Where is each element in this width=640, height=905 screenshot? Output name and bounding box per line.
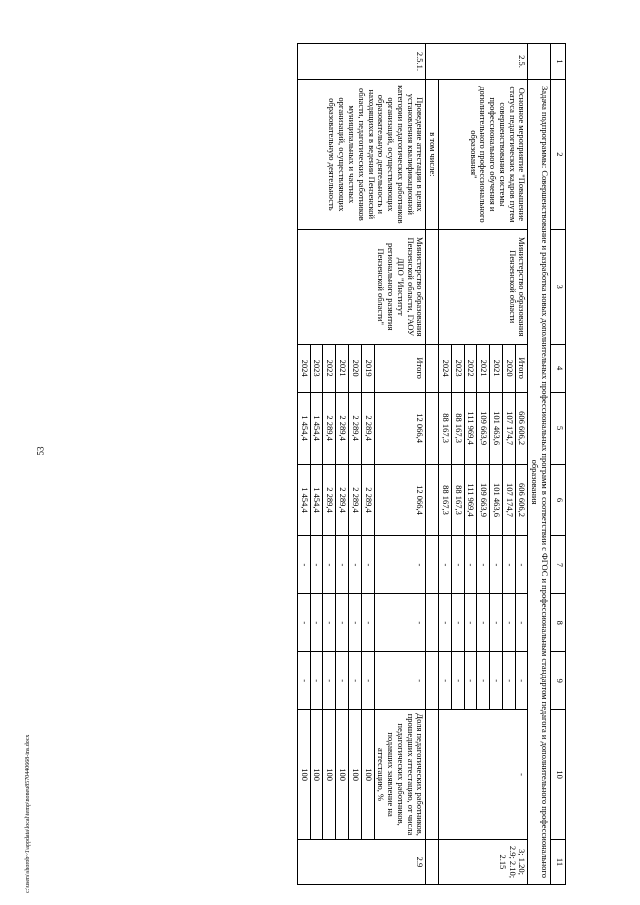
table-cell: 88 167,3 bbox=[451, 464, 464, 536]
table-cell: - bbox=[323, 594, 336, 652]
table-cell: - bbox=[336, 536, 349, 594]
col-header: 11 bbox=[551, 839, 566, 884]
table-cell: 606 606,2 bbox=[515, 392, 528, 464]
table-cell: 107 174,7 bbox=[502, 392, 515, 464]
table-cell: 2 289,4 bbox=[336, 392, 349, 464]
table-cell: - bbox=[490, 536, 503, 594]
table-cell: - bbox=[502, 652, 515, 710]
table-cell: - bbox=[451, 594, 464, 652]
table-cell: 2 289,4 bbox=[348, 392, 361, 464]
page-number: 53 bbox=[35, 446, 46, 456]
table-cell: 2021 bbox=[336, 344, 349, 392]
executor: Министерство образования Пензенской области, ГАОУ ДПО "Институт регионального развития Пензенской области" bbox=[297, 229, 425, 344]
file-path: c:\users\shorob~1\appdata\local\temp\noneu8570440668-ins.docx bbox=[25, 734, 31, 893]
table-cell: - bbox=[477, 536, 490, 594]
table-cell: 111 969,4 bbox=[464, 464, 477, 536]
activity-name: Основное мероприятие "Повышение статуса педагогических кадров путем совершенствования системы профессионального обучения и дополнительного профессионального образования" bbox=[439, 79, 528, 229]
table-cell: 12 066,4 bbox=[374, 464, 426, 536]
table-cell: 2024 bbox=[297, 344, 310, 392]
table-cell bbox=[528, 44, 551, 80]
table-cell: - bbox=[374, 652, 426, 710]
table-cell: 2 289,4 bbox=[323, 464, 336, 536]
table-cell: - bbox=[515, 652, 528, 710]
table-cell: - bbox=[451, 652, 464, 710]
table-cell: - bbox=[297, 652, 310, 710]
table-cell: 101 463,6 bbox=[490, 464, 503, 536]
rotated-table-frame bbox=[81, 43, 566, 885]
table-cell: - bbox=[477, 652, 490, 710]
table-cell: - bbox=[348, 536, 361, 594]
table-cell: 88 167,3 bbox=[439, 464, 452, 536]
row-number: 2.5. bbox=[426, 44, 528, 80]
table-cell: - bbox=[348, 652, 361, 710]
table-cell bbox=[426, 652, 439, 710]
table-cell: - bbox=[361, 594, 374, 652]
table-cell: 12 066,4 bbox=[374, 392, 426, 464]
table-cell: - bbox=[439, 652, 452, 710]
indicator-refs: 3; 1.20; 2.9; 2.10; 2.15 bbox=[439, 839, 528, 884]
table-cell: 2 289,4 bbox=[323, 392, 336, 464]
table-cell: 100 bbox=[323, 710, 336, 840]
col-header: 6 bbox=[551, 464, 566, 536]
table-cell: 2023 bbox=[310, 344, 323, 392]
table-cell: - bbox=[451, 536, 464, 594]
table-cell: 1 454,4 bbox=[310, 464, 323, 536]
table-cell: - bbox=[515, 594, 528, 652]
table-cell: 100 bbox=[361, 710, 374, 840]
table-cell bbox=[426, 392, 439, 464]
table-cell bbox=[426, 839, 439, 884]
table-cell: - bbox=[515, 536, 528, 594]
table-cell: 2 289,4 bbox=[361, 392, 374, 464]
table-cell bbox=[426, 536, 439, 594]
table-cell: - bbox=[310, 536, 323, 594]
task-text: Задача подпрограммы: Совершенствование и разработка новых дополнительных профессиональных программ в соответствии с ФГОС и профессиональным стандартом педагога и дополнительного профессионального образования bbox=[528, 79, 551, 884]
table-cell: 2024 bbox=[439, 344, 452, 392]
program-table bbox=[297, 43, 566, 885]
row-number: 2.5.1. bbox=[297, 44, 425, 80]
table-cell: Итого bbox=[374, 344, 426, 392]
col-header: 10 bbox=[551, 710, 566, 840]
table-cell: - bbox=[439, 536, 452, 594]
col-header: 9 bbox=[551, 652, 566, 710]
table-cell bbox=[426, 594, 439, 652]
table-cell: - bbox=[297, 536, 310, 594]
table-cell bbox=[426, 710, 439, 840]
table-cell: 2019 bbox=[361, 344, 374, 392]
table-cell: 2020 bbox=[348, 344, 361, 392]
table-cell: 2 289,4 bbox=[361, 464, 374, 536]
table-cell: 100 bbox=[348, 710, 361, 840]
table-cell: 2021 bbox=[490, 344, 503, 392]
table-cell: - bbox=[297, 594, 310, 652]
activity-name: Проведение аттестации в целях установления квалификационной категории педагогических работников организаций, осуществляющих образовательную деятельность и находящихся в ведении Пензенской области, педагогических работников муниципальных и частных организаций, осуществляющих образовательную деятельность bbox=[297, 79, 425, 229]
table-cell: - bbox=[477, 594, 490, 652]
table-cell: - bbox=[361, 536, 374, 594]
indicator-refs: 2.9 bbox=[297, 839, 425, 884]
table-cell: 2023 bbox=[451, 344, 464, 392]
table-cell: - bbox=[439, 594, 452, 652]
table-cell: 606 606,2 bbox=[515, 464, 528, 536]
col-header: 5 bbox=[551, 392, 566, 464]
col-header: 7 bbox=[551, 536, 566, 594]
executor: Министерство образования Пензенской области bbox=[439, 229, 528, 344]
col-header: 3 bbox=[551, 229, 566, 344]
header-row bbox=[551, 44, 566, 885]
including-label: в том числе: bbox=[426, 79, 439, 229]
table-cell: - bbox=[374, 536, 426, 594]
table-cell: 100 bbox=[310, 710, 323, 840]
table-cell: - bbox=[310, 652, 323, 710]
table-cell: - bbox=[323, 536, 336, 594]
table-cell: - bbox=[336, 594, 349, 652]
col-header: 2 bbox=[551, 79, 566, 229]
table-cell bbox=[426, 464, 439, 536]
table-cell: - bbox=[502, 594, 515, 652]
table-cell: 1 454,4 bbox=[297, 464, 310, 536]
table-cell: - bbox=[502, 536, 515, 594]
indicator: - bbox=[439, 710, 528, 840]
table-cell: 109 663,9 bbox=[477, 392, 490, 464]
indicator: Доля педагогических работников, прошедших аттестацию, от числа педагогических работников, подавших заявление на аттестацию, % bbox=[374, 710, 426, 840]
col-header: 8 bbox=[551, 594, 566, 652]
task-row bbox=[528, 44, 551, 885]
table-cell: 2 289,4 bbox=[348, 464, 361, 536]
table-row bbox=[426, 44, 439, 885]
table-cell: - bbox=[490, 652, 503, 710]
table-cell: - bbox=[464, 536, 477, 594]
table-row bbox=[374, 44, 426, 885]
table-cell: - bbox=[374, 594, 426, 652]
col-header: 4 bbox=[551, 344, 566, 392]
table-cell: - bbox=[336, 652, 349, 710]
table-cell: - bbox=[323, 652, 336, 710]
table-cell: 109 663,9 bbox=[477, 464, 490, 536]
table-cell: Итого bbox=[515, 344, 528, 392]
table-cell: - bbox=[310, 594, 323, 652]
table-cell: - bbox=[490, 594, 503, 652]
table-cell: 2022 bbox=[464, 344, 477, 392]
table-cell: 2021 bbox=[477, 344, 490, 392]
table-row bbox=[515, 44, 528, 885]
table-cell: - bbox=[464, 652, 477, 710]
table-cell: 107 174,7 bbox=[502, 464, 515, 536]
table-cell: 1 454,4 bbox=[310, 392, 323, 464]
table-cell: - bbox=[464, 594, 477, 652]
table-cell: 2022 bbox=[323, 344, 336, 392]
table-cell: 1 454,4 bbox=[297, 392, 310, 464]
table-cell: 111 969,4 bbox=[464, 392, 477, 464]
table-cell: 2 289,4 bbox=[336, 464, 349, 536]
table-cell bbox=[426, 229, 439, 344]
table-cell: - bbox=[348, 594, 361, 652]
table-cell: 100 bbox=[297, 710, 310, 840]
table-cell bbox=[426, 344, 439, 392]
table-cell: 2020 bbox=[502, 344, 515, 392]
table-cell: 88 167,3 bbox=[451, 392, 464, 464]
table-cell: - bbox=[361, 652, 374, 710]
table-cell: 100 bbox=[336, 710, 349, 840]
table-cell: 88 167,3 bbox=[439, 392, 452, 464]
col-header: 1 bbox=[551, 44, 566, 80]
table-cell: 101 463,6 bbox=[490, 392, 503, 464]
